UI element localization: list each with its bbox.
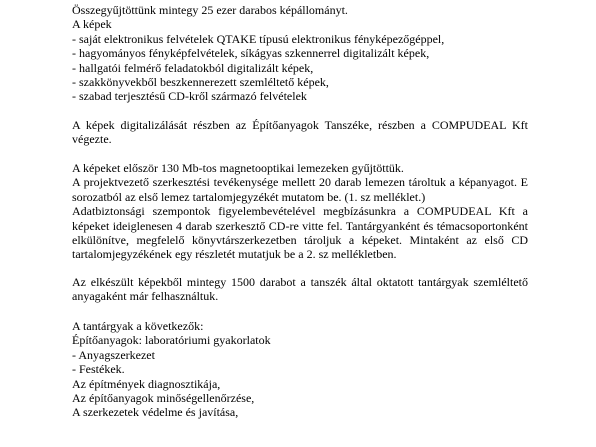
targyak-item: - Anyagszerkezet [72,347,155,362]
storage-paragraph: Adatbiztonsági szempontok figyelembevételével megbízásunkra a COMPUDEAL Kft a képeket ideiglenesen 4 darab szerkesztő CD-re vitte fel. Tantárgyanként és témacsoportonként elkülönítve, megfelelő könyvtárszerkezetben tároljuk a képeket. Mintaként az első CD tartalomjegyzékének egy részletét mutatjuk be a 2. sz mellékletben. [72,204,528,262]
paragraph-digitalizalas [72,118,528,147]
storage-line: A képeket először 130 Mb-tos magnetooptikai lemezeken gyűjtöttük. [72,161,404,175]
targyak-item: Építőanyagok: laboratóriumi gyakorlatok [72,333,271,348]
targyak-heading: A tantárgyak a következők: [72,319,204,333]
targyak-item: A szerkezetek védelme és javítása, [72,405,239,420]
targyak-section [72,319,528,420]
targyak-item: Az építőanyagok minőségellenőrzése, [72,391,255,406]
paragraph-text: A képek digitalizálását részben az Építőanyagok Tanszéke, részben a COMPUDEAL Kft végezte. [72,118,528,147]
targyak-item: Az építmények diagnosztikája, [72,376,221,391]
kepek-item: - saját elektronikus felvételek QTAKE típusú elektronikus fényképezőgéppel, [72,31,445,46]
kepek-item: - szakkönyvekből beszkennerezett szemléltető képek, [72,75,329,90]
paragraph-storage [72,161,528,262]
kepek-heading: A képek [72,17,112,32]
paragraph-1500 [72,275,528,304]
paragraph-text: Az elkészült képekből mintegy 1500 darabot a tanszék által oktatott tantárgyak szemléltető anyagaként már felhasználtuk. [72,275,528,304]
document-body [72,3,528,104]
intro-line: Összegyűjtöttünk mintegy 25 ezer darabos képállományt. [72,3,348,17]
targyak-item: - Festékek. [72,362,125,377]
kepek-item: - hagyományos fényképfelvételek, síkágyas szkennerrel digitalizált képek, [72,46,430,61]
kepek-item: - szabad terjesztésű CD-kről származó felvételek [72,89,307,104]
storage-paragraph: A projektvezető szerkesztési tevékenysége mellett 20 darab lemezen tároltuk a képanyagot. E sorozatból az első lemez tartalomjegyzékét mutatom be. (1. sz melléklet.) [72,175,528,204]
kepek-item: - hallgatói felmérő feladatokból digitalizált képek, [72,60,314,75]
